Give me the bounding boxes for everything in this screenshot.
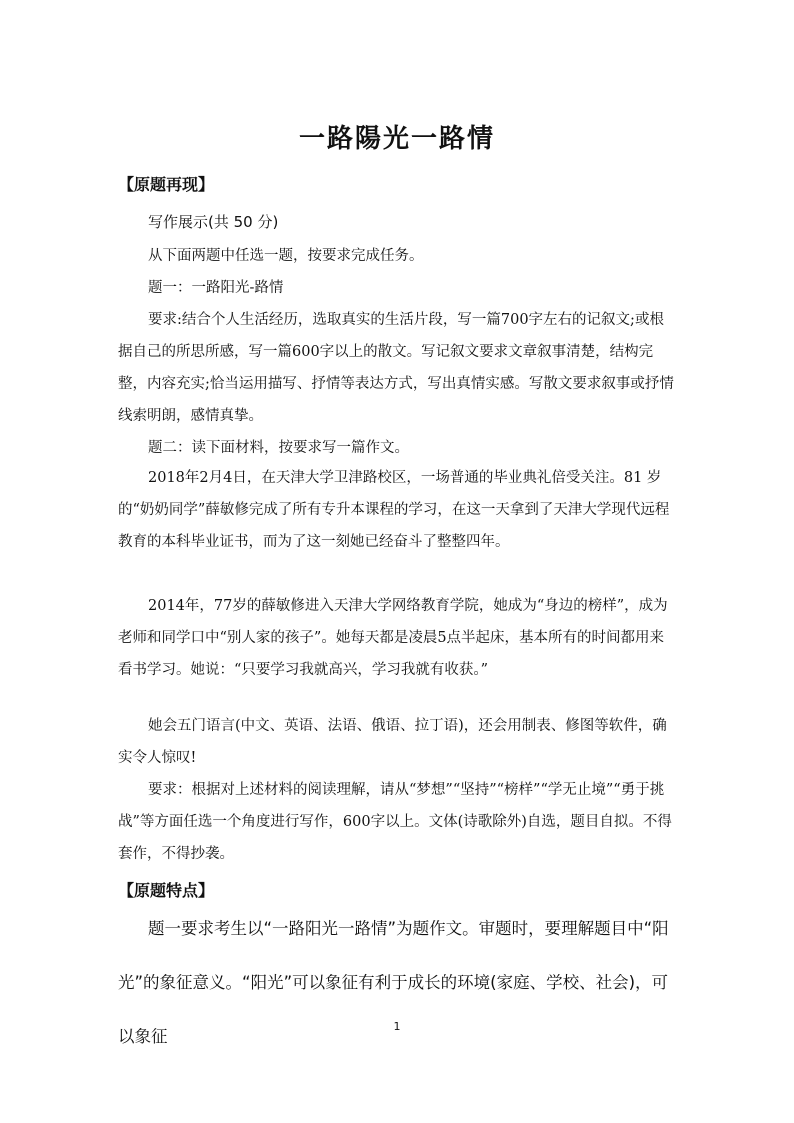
- paragraph-score: 写作展示(共 50 分): [148, 213, 279, 231]
- paragraph-topic-two-requirements: 要求：根据对上述材料的阅读理解，请从“梦想”“坚持”“榜样”“学无止境”“勇于挑战”等方面任选一个角度进行写作，600字以上。文体(诗歌除外)自选，题目自拟。不得套作，不得抄袭。: [118, 782, 672, 862]
- paragraph-material-three: 她会五门语言(中文、英语、法语、俄语、拉丁语)，还会用制表、修图等软件，确实令人惊叹!: [118, 718, 667, 766]
- paragraph-topic-one-requirements: 要求:结合个人生活经历，选取真实的生活片段，写一篇700字左右的记叙文;或根据自己的所思所感，写一篇600字以上的散文。写记叙文要求文章叙事清楚，结构完整，内容充实;恰当运用描写、抒情等表达方式，写出真情实感。写散文要求叙事或抒情线索明朗，感情真挚。: [118, 312, 674, 424]
- paragraph-topic-two: 题二：读下面材料，按要求写一篇作文。: [148, 440, 409, 456]
- paragraph-instruction: 从下面两题中任选一题，按要求完成任务。: [148, 248, 424, 264]
- paragraph-analysis: 题一要求考生以“一路阳光一路情”为题作文。审题时，要理解题目中“阳光”的象征意义。“阳光”可以象征有利于成长的环境(家庭、学校、社会)，可以象征: [118, 919, 669, 1046]
- page-number: 1: [393, 1020, 401, 1033]
- paragraph-topic-one: 题一：一路阳光-路情: [148, 280, 284, 296]
- paragraph-material-two: 2014年，77岁的薛敏修进入天津大学网络教育学院，她成为“身边的榜样”，成为老师和同学口中“别人家的孩子”。她每天都是凌晨5点半起床，基本所有的时间都用来看书学习。她说：“只要学习我就高兴，学习我就有收获。”: [118, 598, 668, 678]
- section-heading-original-question: 【原题再现】: [118, 175, 215, 194]
- document-title: 一路陽光一路情: [298, 124, 495, 154]
- paragraph-material-one: 2018年2月4日，在天津大学卫津路校区，一场普通的毕业典礼倍受关注。81 岁的“奶奶同学”薛敏修完成了所有专升本课程的学习，在这一天拿到了天津大学现代远程教育的本科毕业证书，而为了这一刻她已经奋斗了整整四年。: [118, 470, 670, 550]
- section-heading-question-features: 【原题特点】: [118, 881, 215, 900]
